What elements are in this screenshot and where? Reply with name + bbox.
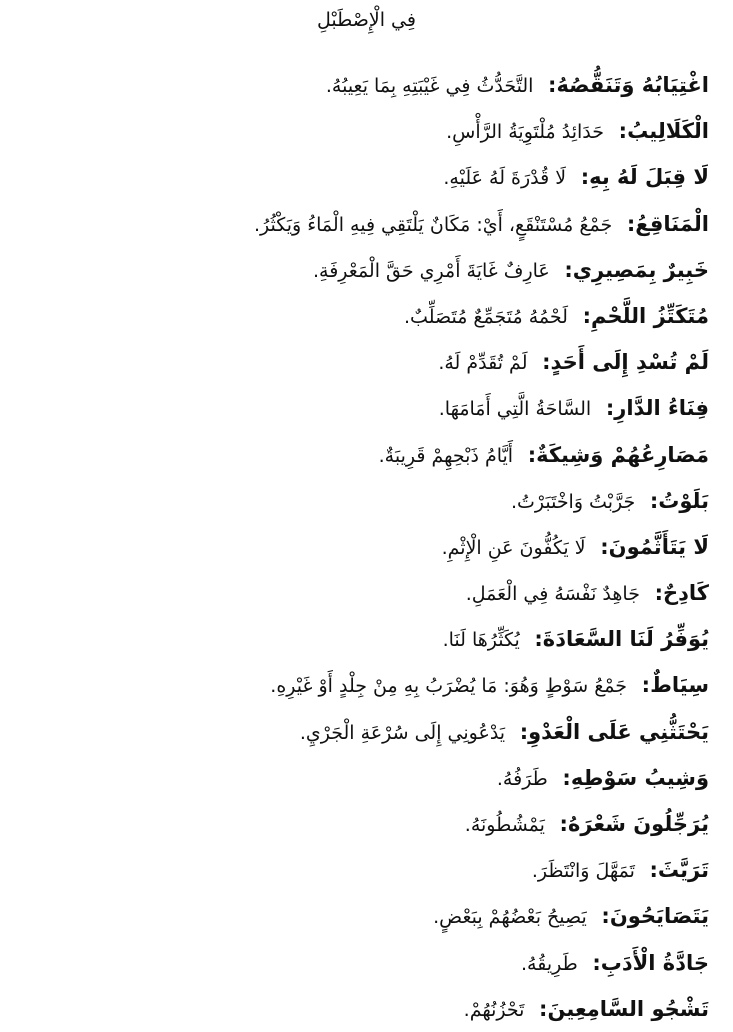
glossary-term: الْكَلَالِيبُ — [627, 119, 709, 144]
glossary-entry — [19, 432, 709, 478]
glossary-definition: تَحْزُنُهُمْ. — [463, 998, 525, 1021]
page-title: فِي الْإِصْطَبْلِ — [317, 9, 416, 31]
glossary-definition: عَارِفٌ غَايَةَ أَمْرِي حَقَّ الْمَعْرِفَةِ. — [312, 259, 550, 282]
glossary-term: تَرَيَّثَ — [657, 858, 709, 883]
glossary-entry — [19, 62, 709, 108]
glossary-entry — [19, 524, 709, 570]
term-separator: : — [566, 165, 590, 190]
glossary-entry — [19, 755, 709, 801]
glossary-definition: طَرِيقُهُ. — [521, 952, 578, 975]
term-separator: : — [604, 119, 628, 144]
glossary-entry — [19, 847, 709, 893]
term-separator: : — [627, 673, 651, 698]
term-separator: : — [577, 950, 601, 975]
glossary-entry — [19, 570, 709, 616]
glossary-entry — [19, 247, 709, 293]
glossary-entry — [19, 339, 709, 385]
glossary-definition: جَاهِدٌ نَفْسَهُ فِي الْعَمَلِ. — [465, 583, 640, 606]
term-separator: : — [591, 396, 615, 421]
term-separator: : — [544, 812, 568, 836]
glossary-term: الْمَنَاقِعُ — [635, 211, 709, 236]
glossary-term: يُرَجِّلُونَ شَعْرَهُ — [567, 812, 709, 836]
glossary-term: لَا يَتَأَثَّمُونَ — [608, 534, 709, 559]
glossary-definition: يُكَثِّرُهَا لَنَا. — [442, 629, 520, 652]
glossary-definition: طَرَفُهُ. — [496, 767, 548, 790]
term-separator: : — [527, 350, 551, 375]
glossary-entry — [19, 154, 709, 200]
glossary-term: خَبِيرٌ بِمَصِيرِي — [572, 257, 709, 282]
glossary-definition: يَدْعُونِي إِلَى سُرْعَةِ الْجَرْيِ. — [299, 721, 506, 744]
glossary-term: جَادَّةُ الْأَدَبِ — [600, 950, 709, 975]
glossary-entry — [19, 940, 709, 986]
glossary-definition: جَرَّبْتُ وَاخْتَبَرْتُ. — [510, 490, 636, 513]
glossary-term: اغْتِيَابُهُ وَتَنَقُّصُهُ — [556, 73, 709, 97]
glossary-definition: جَمْعُ سَوْطٍ وَهُوَ: مَا يُضْرَبُ بِهِ مِنْ جِلْدٍ أَوْ غَيْرِهِ. — [270, 675, 628, 698]
glossary-term: مُتَكَتِّزُ اللَّحْمِ — [591, 303, 709, 328]
glossary-term: مَصَارِعُهُمْ وَشِيكَةٌ — [536, 442, 709, 467]
glossary-entry — [19, 108, 709, 154]
term-separator: : — [612, 211, 636, 236]
glossary-term: سِيَاطٌ — [650, 673, 709, 698]
glossary-term: يَتَصَايَحُونَ — [609, 904, 709, 929]
glossary-definition: حَدَائِدُ مُلْتَوِيَةُ الرَّأْسِ. — [446, 121, 605, 144]
glossary-definition: تَمَهَّلَ وَانْتَظَرَ. — [531, 860, 635, 883]
term-separator: : — [634, 858, 658, 883]
term-separator: : — [549, 257, 573, 282]
glossary-entry — [19, 893, 709, 939]
term-separator: : — [585, 534, 609, 559]
glossary-definition: جَمْعُ مُسْتَنْقَعٍ، أَيْ: مَكَانٌ يَلْتَقِي فِيهِ الْمَاءُ وَيَكْثُرُ. — [253, 213, 613, 236]
glossary-entry — [19, 385, 709, 431]
glossary-entry — [19, 709, 709, 755]
term-separator: : — [586, 904, 610, 929]
term-separator: : — [533, 73, 557, 97]
term-separator: : — [635, 488, 659, 513]
glossary-definition: لَا يَكُفُّونَ عَنِ الْإِثْمِ. — [441, 536, 586, 559]
glossary-definition: لَا قُدْرَةَ لَهُ عَلَيْهِ. — [443, 167, 567, 190]
glossary-entry — [19, 293, 709, 339]
glossary-term: يَحْتَثُّنِي عَلَى الْعَدْوِ — [528, 719, 709, 744]
term-separator: : — [639, 581, 663, 606]
glossary-definition: يَمْشُطُونَهُ. — [464, 814, 545, 836]
glossary-term: فِنَاءُ الدَّارِ — [614, 396, 709, 421]
glossary-entry — [19, 986, 709, 1032]
term-separator: : — [513, 442, 537, 467]
glossary-entry — [19, 201, 709, 247]
term-separator: : — [519, 627, 543, 652]
glossary-term: لَا قِبَلَ لَهُ بِهِ — [589, 165, 709, 190]
glossary-entry — [19, 478, 709, 524]
glossary-entry — [19, 662, 709, 708]
glossary-entry — [19, 801, 709, 847]
glossary-list — [19, 62, 709, 1032]
term-separator: : — [524, 996, 548, 1021]
glossary-definition: التَّحَدُّثُ فِي غَيْبَتِهِ بِمَا يَعِيبُهُ. — [325, 75, 534, 97]
glossary-definition: لَحْمُهُ مُتَجَمِّعٌ مُتَصَلِّبٌ. — [404, 305, 568, 328]
glossary-term: تَشْجُو السَّامِعِينَ — [547, 996, 709, 1021]
glossary-term: لَمْ تُسْدِ إِلَى أَحَدٍ — [550, 350, 709, 375]
glossary-definition: السَّاحَةُ الَّتِي أَمَامَهَا. — [438, 398, 592, 421]
glossary-term: وَشِيبُ سَوْطِهِ — [570, 765, 709, 790]
term-separator: : — [505, 719, 529, 744]
glossary-term: كَادِحٌ — [662, 581, 709, 606]
glossary-definition: أَيَّامُ ذَبْحِهِمْ قَرِيبَةٌ. — [378, 444, 514, 467]
glossary-definition: يَصِيحُ بَعْضُهُمْ بِبَعْضٍ. — [433, 906, 587, 929]
glossary-definition: لَمْ تُقَدِّمْ لَهُ. — [438, 352, 528, 375]
glossary-term: بَلَوْتُ — [658, 488, 709, 513]
term-separator: : — [547, 765, 571, 790]
glossary-entry — [19, 616, 709, 662]
term-separator: : — [567, 303, 591, 328]
glossary-term: يُوَفِّرُ لَنَا السَّعَادَةَ — [542, 627, 709, 652]
